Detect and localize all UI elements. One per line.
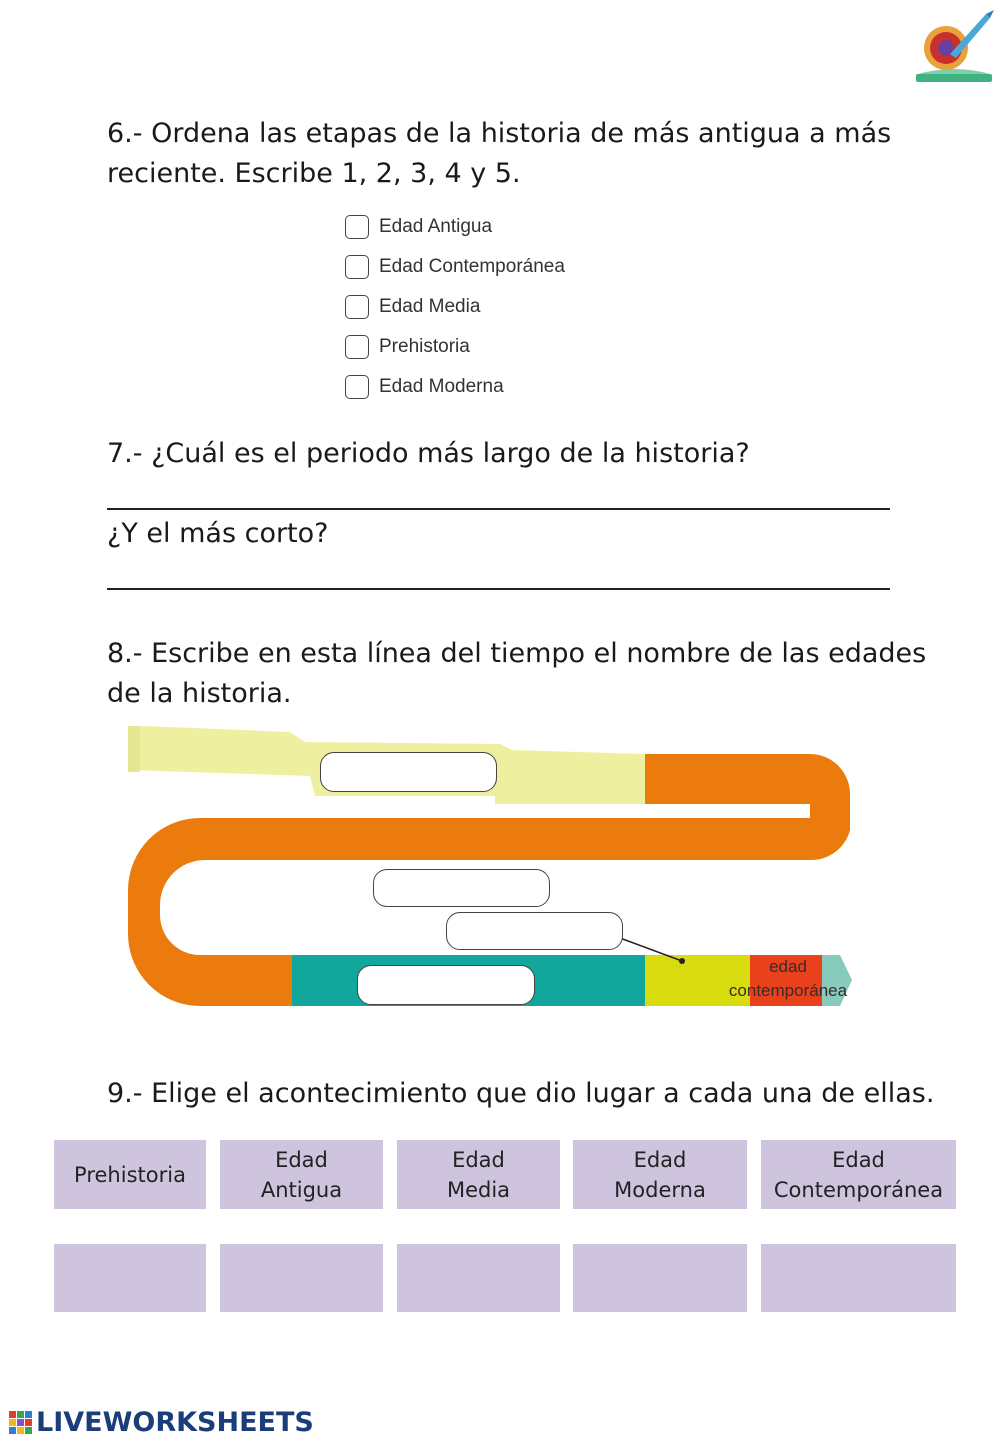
answer-cell-edad-moderna[interactable] [573, 1244, 747, 1312]
header-line2: Moderna [614, 1177, 706, 1202]
timeline-answer-box-1[interactable] [320, 752, 497, 792]
order-number-box[interactable] [345, 295, 369, 319]
header-line1: Edad [832, 1147, 885, 1172]
header-line1: Edad [275, 1147, 328, 1172]
order-item-label: Prehistoria [379, 336, 470, 357]
header-line2: Media [446, 1177, 511, 1202]
header-cell-edad-antigua [220, 1140, 383, 1209]
answer-cell-edad-media[interactable] [397, 1244, 560, 1312]
timeline-answer-box-3[interactable] [446, 912, 623, 950]
header-line1: Prehistoria [74, 1162, 186, 1187]
order-number-box[interactable] [345, 255, 369, 279]
timeline-label-edad-contemporanea [718, 955, 858, 1003]
q7-question: 7.- ¿Cuál es el periodo más largo de la historia? [107, 438, 750, 469]
header-cell-prehistoria [54, 1140, 206, 1209]
order-item-edad-moderna [345, 372, 504, 402]
q7-followup: ¿Y el más corto? [107, 518, 329, 549]
header-cell-edad-contemporanea [761, 1140, 956, 1209]
order-item-label: Edad Media [379, 296, 481, 317]
order-item-edad-media [345, 292, 480, 322]
q6-title-line2: reciente. Escribe 1, 2, 3, 4 y 5. [107, 158, 521, 189]
q9-question: 9.- Elige el acontecimiento que dio lugar a cada una de ellas. [107, 1078, 935, 1109]
q7-answer-line-shortest[interactable] [107, 588, 890, 590]
header-cell-edad-media [397, 1140, 560, 1209]
liveworksheets-logo-icon [8, 1409, 34, 1437]
header-line1: Edad [452, 1147, 505, 1172]
timeline-label-line1: edad [769, 957, 807, 976]
answer-cell-edad-contemporanea[interactable] [761, 1244, 956, 1312]
q7-answer-line-longest[interactable] [107, 508, 890, 510]
order-item-prehistoria [345, 332, 470, 362]
header-line2: Contemporánea [773, 1177, 944, 1202]
q8-title-line2: de la historia. [107, 678, 292, 709]
order-item-edad-antigua [345, 212, 492, 242]
timeline-label-line2: contemporánea [728, 981, 848, 1000]
footer-brand [8, 1407, 314, 1438]
order-number-box[interactable] [345, 375, 369, 399]
answer-cell-edad-antigua[interactable] [220, 1244, 383, 1312]
brand-name: LIVEWORKSHEETS [36, 1407, 314, 1438]
header-line2: Antigua [260, 1177, 343, 1202]
timeline-answer-box-4[interactable] [357, 965, 535, 1005]
order-item-label: Edad Contemporánea [379, 256, 565, 277]
order-item-label: Edad Moderna [379, 376, 504, 397]
timeline-answer-box-2[interactable] [373, 869, 550, 907]
header-cell-edad-moderna [573, 1140, 747, 1209]
q8-title-line1: 8.- Escribe en esta línea del tiempo el nombre de las edades [107, 638, 927, 669]
order-number-box[interactable] [345, 335, 369, 359]
site-logo-icon [910, 8, 996, 88]
order-item-edad-contemporanea [345, 252, 565, 282]
answer-cell-prehistoria[interactable] [54, 1244, 206, 1312]
header-line1: Edad [633, 1147, 687, 1172]
order-item-label: Edad Antigua [379, 216, 493, 237]
order-number-box[interactable] [345, 215, 369, 239]
q6-title-line1: 6.- Ordena las etapas de la historia de más antigua a más [107, 118, 892, 149]
